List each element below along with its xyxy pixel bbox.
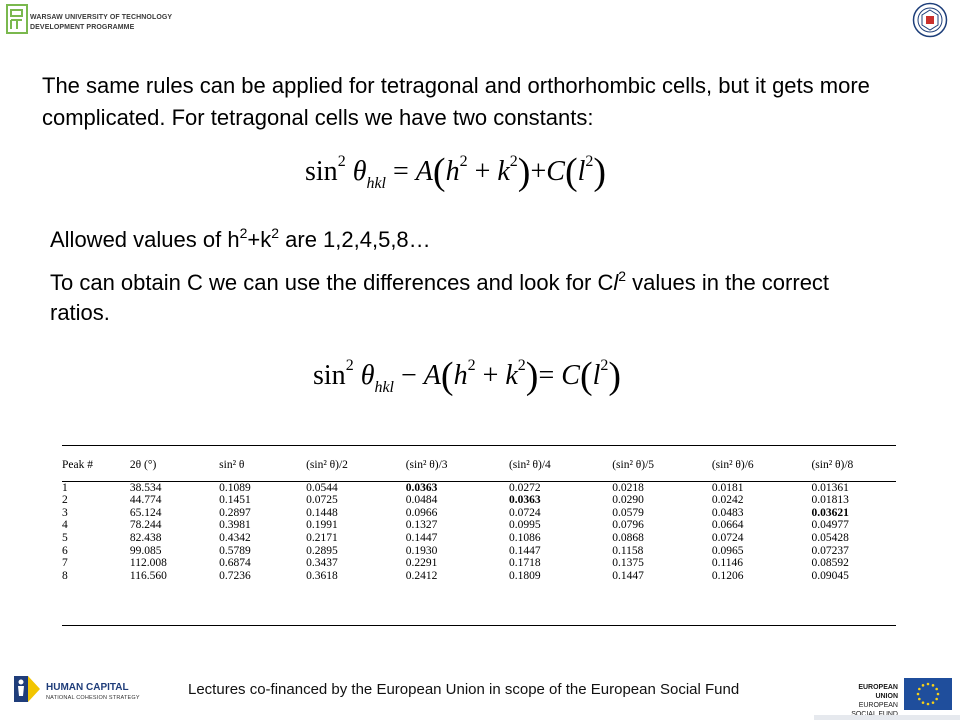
table-cell: 0.01813 — [811, 494, 849, 507]
table-cell: 0.1375 — [612, 557, 644, 570]
header-sin2-div2: (sin² θ)/2 — [306, 459, 348, 471]
table-cell: 0.05428 — [811, 531, 849, 544]
table-cell: 0.0483 — [711, 506, 744, 519]
table-cell: 0.2897 — [219, 506, 251, 519]
eu-star-icon — [932, 684, 935, 687]
table-cell: 0.3437 — [306, 557, 338, 570]
table-cell: 0.0363 — [405, 481, 438, 494]
table-cell: 0.0363 — [508, 494, 541, 507]
table-cell: 0.0995 — [508, 519, 541, 532]
table-cell: 0.2895 — [306, 544, 338, 557]
table-cell: 0.2291 — [405, 557, 438, 570]
table-row — [62, 545, 896, 558]
header-sin2-div8: (sin² θ)/8 — [811, 459, 854, 471]
table-cell: 0.07237 — [811, 544, 849, 557]
table-cell: 0.1448 — [306, 506, 338, 519]
table-cell: 0.01361 — [811, 481, 849, 494]
cofinance-note: Lectures co-financed by the European Union in scope of the European Social Fund — [188, 681, 740, 698]
eu-star-icon — [927, 703, 930, 706]
header-peak: Peak # — [62, 459, 93, 471]
table-cell: 0.0242 — [711, 494, 744, 507]
table-cell: 0.1718 — [508, 557, 541, 570]
table-cell: 0.03621 — [811, 506, 849, 519]
table-cell: 0.08592 — [811, 557, 849, 570]
table-cell: 0.0725 — [306, 494, 338, 507]
table-cell: 0.0218 — [612, 481, 644, 494]
table-row — [62, 507, 896, 520]
eu-star-icon — [922, 684, 925, 687]
table-cell: 0.1158 — [612, 544, 644, 557]
table-cell: 82.438 — [129, 531, 162, 544]
university-logo-icon — [6, 4, 28, 34]
table-cell: 0.0724 — [508, 506, 541, 519]
table-cell: 78.244 — [129, 519, 162, 532]
table-cell: 0.04977 — [811, 519, 849, 532]
table-cell: 0.4342 — [219, 531, 251, 544]
eu-star-icon — [918, 698, 921, 701]
eu-star-icon — [927, 683, 930, 686]
university-line-2: DEVELOPMENT PROGRAMME — [30, 24, 135, 31]
table-cell: 0.0868 — [612, 531, 644, 544]
table-cell: 0.0484 — [405, 494, 438, 507]
eu-star-icon — [937, 693, 940, 696]
table-header-row — [62, 446, 896, 481]
table-cell: 0.5789 — [219, 544, 251, 557]
eu-label-line-1: EUROPEAN UNION — [858, 684, 898, 700]
table-cell: 0.1447 — [612, 569, 644, 582]
table-cell: 0.1930 — [405, 544, 438, 557]
intro-paragraph: The same rules can be applied for tetragonal and orthorhombic cells, but it gets more complicated. For tetragonal cells we have two constants: — [42, 73, 870, 130]
table-cell: 0.0796 — [612, 519, 644, 532]
table-cell: 0.1327 — [405, 519, 438, 532]
table-row — [62, 532, 896, 545]
header-two-theta: 2θ (°) — [129, 459, 157, 471]
table-cell: 0.2412 — [405, 569, 438, 582]
table-row — [62, 494, 896, 507]
table-cell: 6 — [62, 544, 68, 557]
table-row — [62, 519, 896, 532]
table-cell: 0.1809 — [508, 569, 541, 582]
equation-difference: $\sin^2 \theta_{hkl} - A(h^2 + k^2)= C(l^2)$ — [313, 355, 622, 397]
eu-star-icon — [935, 698, 938, 701]
allowed-values-line: Allowed values of $h^2+k^2$ are 1,2,4,5,8… — [50, 225, 431, 252]
table-cell: 1 — [62, 481, 68, 494]
header-sin2-div3: (sin² θ)/3 — [405, 459, 448, 471]
table-row — [62, 482, 896, 495]
eu-label-line-2: EUROPEAN — [858, 702, 898, 709]
table-cell: 0.0579 — [612, 506, 644, 519]
table-cell: 5 — [62, 531, 68, 544]
table-row — [62, 557, 896, 570]
obtain-c-paragraph: To can obtain C we can use the differences and look for Cl$^2$ values in the correct ratios. — [50, 268, 830, 325]
table-cell: 0.0965 — [711, 544, 744, 557]
eu-flag-icon — [904, 678, 952, 710]
eu-star-icon — [932, 701, 935, 704]
table-cell: 0.1206 — [711, 569, 744, 582]
table-cell: 0.1146 — [711, 557, 744, 570]
table-cell: 0.7236 — [219, 569, 251, 582]
table-cell: 0.3618 — [306, 569, 338, 582]
table-cell: 0.2171 — [306, 531, 338, 544]
table-cell: 2 — [62, 494, 68, 507]
human-capital-subtitle: NATIONAL COHESION STRATEGY — [46, 695, 140, 701]
human-capital-title: HUMAN CAPITAL — [46, 682, 129, 693]
eu-label — [836, 683, 898, 719]
table-cell: 0.1447 — [508, 544, 541, 557]
table-cell: 0.0966 — [405, 506, 438, 519]
eu-star-icon — [917, 693, 920, 696]
eu-star-icon — [922, 701, 925, 704]
university-name — [30, 13, 172, 33]
table-cell: 4 — [62, 519, 68, 532]
table-cell: 116.560 — [129, 569, 167, 582]
table-cell: 0.0724 — [711, 531, 744, 544]
table-cell: 112.008 — [129, 557, 167, 570]
header-sin2-div4: (sin² θ)/4 — [508, 459, 551, 471]
table-cell: 44.774 — [129, 494, 162, 507]
table-cell: 3 — [62, 506, 68, 519]
table-cell: 0.1089 — [219, 481, 251, 494]
header-sin2-div6: (sin² θ)/6 — [711, 459, 754, 471]
table-cell: 0.3981 — [219, 519, 251, 532]
table-cell: 0.1451 — [219, 494, 251, 507]
equation-tetragonal: $\sin^2 \theta_{hkl} = A(h^2 + k^2)+C(l^2)$ — [305, 151, 607, 193]
eu-star-icon — [935, 688, 938, 691]
university-line-1: WARSAW UNIVERSITY OF TECHNOLOGY — [30, 14, 173, 21]
table-cell: 38.534 — [129, 481, 162, 494]
table-cell: 0.0664 — [711, 519, 744, 532]
table-cell: 0.0272 — [508, 481, 541, 494]
table-cell: 0.0181 — [711, 481, 744, 494]
university-seal-icon — [912, 2, 948, 38]
table-cell: 0.0544 — [306, 481, 338, 494]
table-cell: 0.6874 — [219, 557, 251, 570]
header-sin2: sin² θ — [219, 459, 245, 471]
table-cell: 7 — [62, 557, 68, 570]
eu-star-icon — [918, 688, 921, 691]
table-row — [62, 570, 896, 583]
header-sin2-div5: (sin² θ)/5 — [612, 459, 655, 471]
human-capital-logo-icon — [12, 672, 42, 706]
table-cell: 99.085 — [129, 544, 162, 557]
table-cell: 0.09045 — [811, 569, 849, 582]
table-cell: 0.1991 — [306, 519, 338, 532]
corner-stripe — [814, 715, 960, 720]
table-cell: 0.0290 — [612, 494, 644, 507]
peak-table — [62, 445, 896, 582]
table-cell: 65.124 — [129, 506, 162, 519]
table-cell: 0.1086 — [508, 531, 541, 544]
table-cell: 8 — [62, 569, 68, 582]
table-cell: 0.1447 — [405, 531, 438, 544]
